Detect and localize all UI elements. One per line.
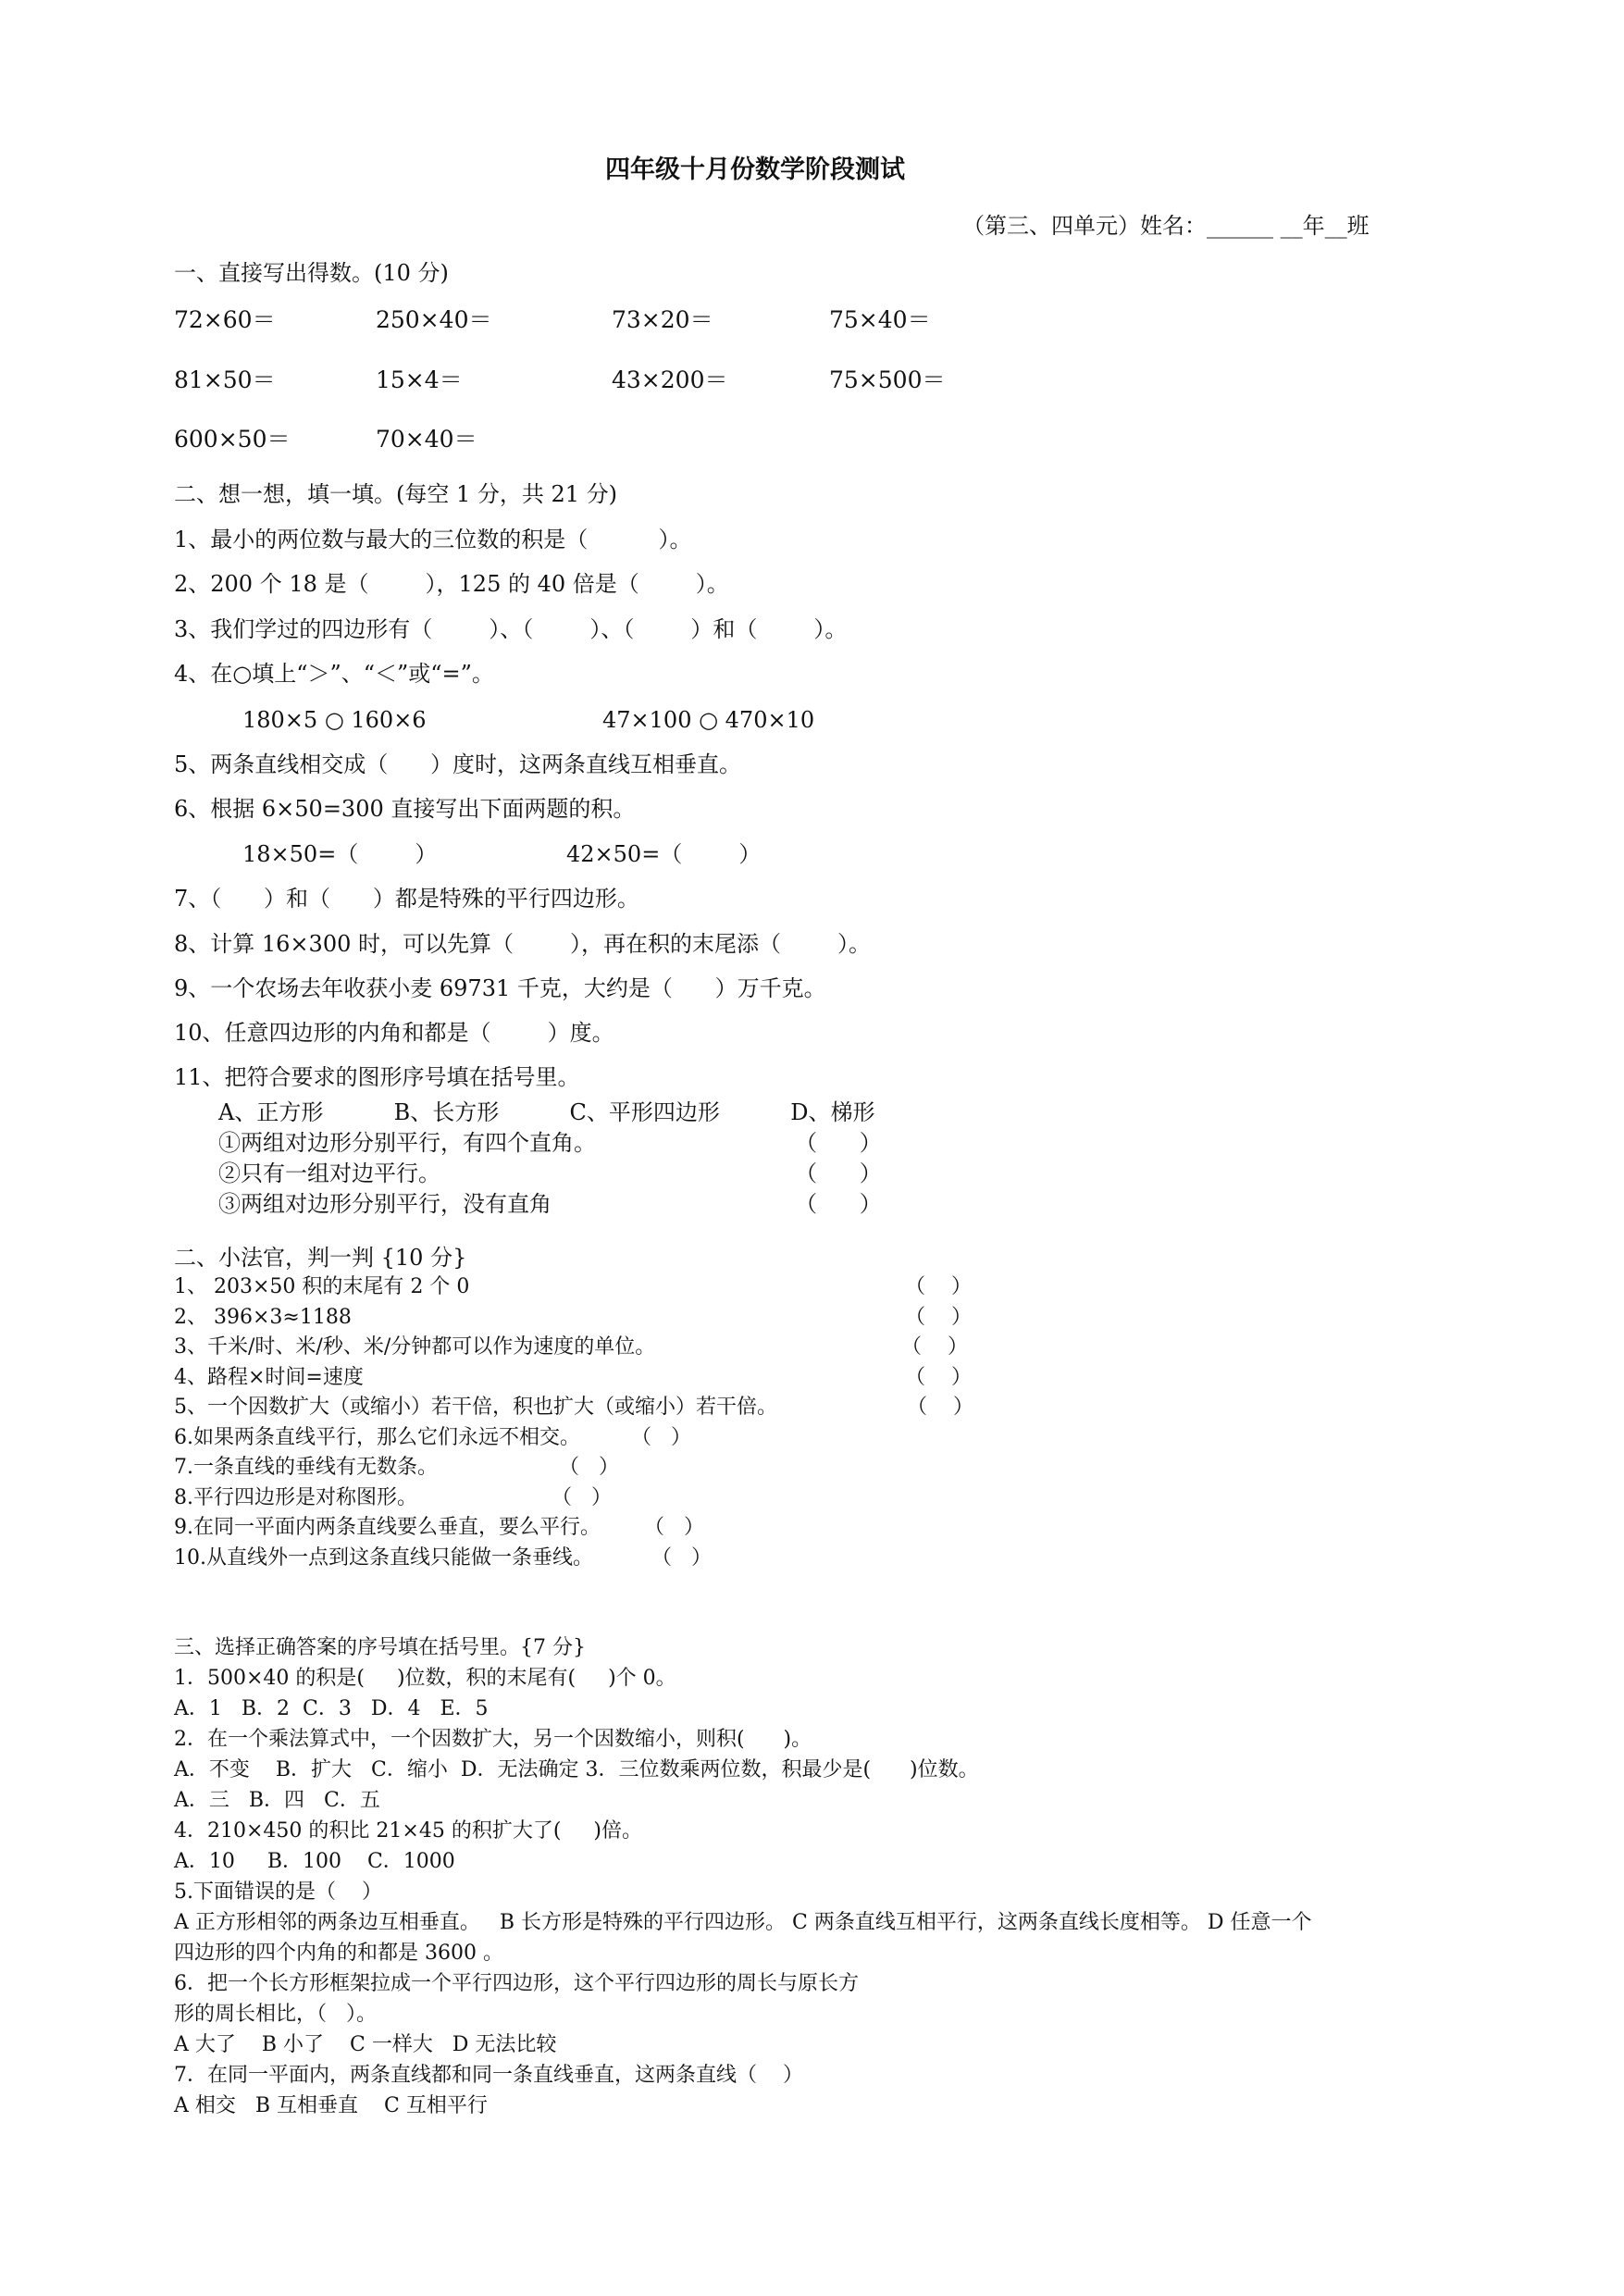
choice-line: A．三 B．四 C．五	[174, 1789, 380, 1812]
choice-line: 6．把一个长方形框架拉成一个平行四边形，这个平行四边形的周长与原长方	[174, 1972, 859, 1995]
product-item: 42×50=（ ）	[566, 841, 762, 867]
judge-paren: （ ）	[552, 1486, 612, 1509]
choice-line: A 大了 B 小了 C 一样大 D 无法比较	[174, 2033, 557, 2056]
fill-question: 3、我们学过的四边形有（ ）、（ ）、（ ）和（ ）。	[174, 616, 848, 642]
judge-paren: （ ）	[651, 1546, 712, 1570]
judge-statement: 9.在同一平面内两条直线要么垂直，要么平行。	[174, 1516, 601, 1539]
judge-statement: 7.一条直线的垂线有无数条。	[174, 1456, 438, 1479]
judge-statement: 2、 396×3≈1188	[174, 1306, 352, 1329]
shape-condition: ③两组对边形分别平行，没有直角	[218, 1191, 552, 1217]
choice-line: A．不变 B．扩大 C．缩小 D．无法确定 3．三位数乘两位数，积最少是( )位数。	[174, 1758, 979, 1781]
section-1-heading: 一、直接写出得数。(10 分)	[174, 260, 449, 286]
choice-line: A．1 B．2 C．3 D．4 E．5	[174, 1697, 489, 1720]
compare-item: 180×5 ○ 160×6	[242, 707, 427, 733]
calc-item: 15×4＝	[376, 366, 463, 393]
section-2-heading: 二、想一想，填一填。(每空 1 分，共 21 分)	[174, 481, 618, 507]
choice-line: 5.下面错误的是（ ）	[174, 1880, 382, 1904]
calc-item: 73×20＝	[612, 306, 713, 333]
fill-question: 9、一个农场去年收获小麦 69731 千克，大约是（ ）万千克。	[174, 975, 826, 1001]
judge-paren: （ ）	[907, 1396, 973, 1419]
judge-statement: 3、千米/时、米/秒、米/分钟都可以作为速度的单位。	[174, 1335, 656, 1359]
fill-question: 11、把符合要求的图形序号填在括号里。	[174, 1064, 580, 1090]
calc-item: 70×40＝	[376, 426, 477, 453]
choice-line: 形的周长相比，（ ）。	[174, 2003, 377, 2026]
judge-statement: 1、 203×50 积的末尾有 2 个 0	[174, 1275, 470, 1298]
calc-item: 250×40＝	[376, 306, 492, 333]
judge-paren: （ ）	[631, 1426, 691, 1449]
answer-paren: （ ）	[795, 1191, 882, 1217]
judge-paren: （ ）	[905, 1366, 972, 1389]
fill-question: 7、（ ）和（ ）都是特殊的平行四边形。	[174, 886, 639, 912]
header-name-class-line: （第三、四单元）姓名：______ __年__班	[962, 213, 1370, 239]
shape-condition: ②只有一组对边平行。	[218, 1160, 440, 1186]
choice-line: 4．210×450 的积比 21×45 的积扩大了( )倍。	[174, 1819, 642, 1843]
calc-item: 75×500＝	[829, 366, 946, 393]
judge-paren: （ ）	[559, 1456, 619, 1479]
choice-line: A 相交 B 互相垂直 C 互相平行	[174, 2094, 488, 2117]
shape-condition: ①两组对边形分别平行，有四个直角。	[218, 1130, 596, 1156]
compare-item: 47×100 ○ 470×10	[602, 707, 815, 733]
judge-paren: （ ）	[644, 1516, 704, 1539]
product-item: 18×50=（ ）	[242, 841, 438, 867]
judge-statement: 6.如果两条直线平行，那么它们永远不相交。	[174, 1426, 580, 1449]
judge-statement: 8.平行四边形是对称图形。	[174, 1486, 417, 1509]
fill-question: 6、根据 6×50=300 直接写出下面两题的积。	[174, 796, 636, 822]
judge-statement: 4、路程×时间=速度	[174, 1366, 364, 1389]
fill-question: 4、在○填上“＞”、“＜”或“=”。	[174, 661, 494, 687]
calc-item: 81×50＝	[174, 366, 276, 393]
choice-line: 7．在同一平面内，两条直线都和同一条直线垂直，这两条直线（ ）	[174, 2064, 803, 2087]
calc-item: 75×40＝	[829, 306, 931, 333]
choice-line: A 正方形相邻的两条边互相垂直。 B 长方形是特殊的平行四边形。 C 两条直线互相平行，这两条直线长度相等。 D 任意一个	[174, 1911, 1312, 1934]
judge-paren: （ ）	[905, 1306, 972, 1329]
calc-item: 600×50＝	[174, 426, 291, 453]
judge-statement: 5、一个因数扩大（或缩小）若干倍，积也扩大（或缩小）若干倍。	[174, 1396, 777, 1419]
shape-options: A、正方形 B、长方形 C、平形四边形 D、梯形	[218, 1099, 875, 1125]
page-title: 四年级十月份数学阶段测试	[605, 155, 905, 184]
fill-question: 2、200 个 18 是（ ），125 的 40 倍是（ ）。	[174, 571, 729, 597]
choice-line: 1．500×40 的积是( )位数，积的末尾有( )个 0。	[174, 1667, 676, 1690]
fill-question: 10、任意四边形的内角和都是（ ）度。	[174, 1020, 614, 1046]
judge-statement: 10.从直线外一点到这条直线只能做一条垂线。	[174, 1546, 593, 1570]
fill-question: 5、两条直线相交成（ ）度时，这两条直线互相垂直。	[174, 751, 742, 777]
calc-item: 43×200＝	[612, 366, 728, 393]
choice-line: A．10 B．100 C．1000	[174, 1850, 455, 1873]
section-3-heading: 二、小法官，判一判 {10 分}	[174, 1245, 467, 1271]
judge-paren: （ ）	[905, 1275, 972, 1298]
fill-question: 1、最小的两位数与最大的三位数的积是（ ）。	[174, 527, 692, 552]
judge-paren: （ ）	[901, 1335, 968, 1359]
choice-line: 2．在一个乘法算式中，一个因数扩大，另一个因数缩小，则积( )。	[174, 1728, 812, 1751]
choice-line: 四边形的四个内角的和都是 3600 。	[174, 1942, 503, 1965]
fill-question: 8、计算 16×300 时，可以先算（ ），再在积的末尾添（ ）。	[174, 931, 872, 957]
calc-item: 72×60＝	[174, 306, 276, 333]
answer-paren: （ ）	[795, 1160, 882, 1186]
answer-paren: （ ）	[795, 1130, 882, 1156]
section-4-heading: 三、选择正确答案的序号填在括号里。{7 分}	[174, 1636, 586, 1659]
